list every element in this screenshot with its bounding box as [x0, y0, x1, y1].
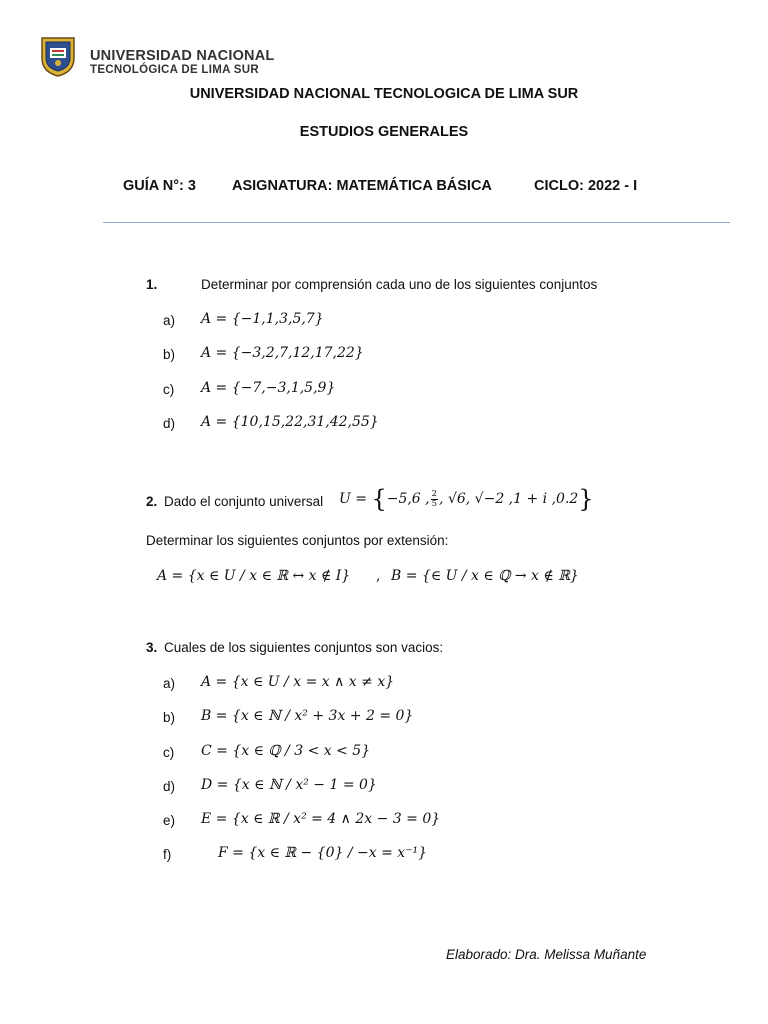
department-title: ESTUDIOS GENERALES: [299, 124, 469, 140]
university-name-line1: UNIVERSIDAD NACIONAL: [90, 48, 275, 64]
cycle-label: CICLO: 2022 - I: [534, 178, 638, 194]
author-signature: Elaborado: Dra. Melissa Muñante: [446, 947, 647, 962]
q1-item-label: c): [163, 382, 175, 397]
q3-item-label: d): [163, 779, 176, 794]
q3-item-expr: D = {x ∈ ℕ / x² − 1 = 0}: [201, 777, 377, 793]
page-title: UNIVERSIDAD NACIONAL TECNOLOGICA DE LIMA SUR: [189, 86, 579, 102]
q3-item-label: b): [163, 710, 176, 725]
q1-item-expr: A = {−7,−3,1,5,9}: [201, 380, 336, 396]
header-divider: [103, 222, 730, 223]
open-brace: {: [371, 485, 387, 513]
university-crest-icon: [38, 34, 78, 78]
fraction-denominator: 5: [431, 498, 438, 509]
universal-set-prefix: U =: [339, 491, 372, 507]
universal-set-part1: −5,6 ,: [386, 491, 430, 507]
q2-number: 2.: [146, 494, 158, 509]
set-a-expr: A = {x ∈ U / x ∈ ℝ ↔ x ∉ I}: [157, 568, 351, 584]
q1-item-expr: A = {−3,2,7,12,17,22}: [201, 345, 364, 361]
fraction-numerator: 2: [431, 488, 438, 499]
university-name-line2: TECNOLÓGICA DE LIMA SUR: [90, 64, 259, 76]
guide-number: GUÍA N°: 3: [123, 178, 196, 194]
q3-item-expr: B = {x ∈ ℕ / x² + 3x + 2 = 0}: [201, 708, 414, 724]
q3-item-label: a): [163, 676, 176, 691]
fraction: [431, 490, 438, 509]
q3-number: 3.: [146, 640, 158, 655]
q3-item-label: c): [163, 745, 175, 760]
universal-set-expr: [339, 485, 594, 513]
q3-item-expr: F = {x ∈ ℝ − {0} / −x = x⁻¹}: [218, 845, 428, 861]
q3-item-expr: C = {x ∈ ℚ / 3 < x < 5}: [201, 743, 371, 759]
q1-statement: Determinar por comprensión cada uno de los siguientes conjuntos: [201, 277, 598, 292]
q1-item-label: b): [163, 347, 176, 362]
q3-item-expr: A = {x ∈ U / x = x ∧ x ≠ x}: [201, 674, 395, 690]
q2-statement: Dado el conjunto universal: [164, 494, 324, 509]
q1-item-expr: A = {10,15,22,31,42,55}: [201, 414, 379, 430]
q3-item-label: e): [163, 813, 176, 828]
set-separator: ,: [376, 568, 381, 584]
q1-item-label: a): [163, 313, 176, 328]
q3-item-expr: E = {x ∈ ℝ / x² = 4 ∧ 2x − 3 = 0}: [201, 811, 441, 827]
q2-instruction: Determinar los siguientes conjuntos por extensión:: [146, 533, 449, 548]
universal-set-part2: , √6, √−2 ,1 + i ,0.2: [439, 491, 579, 507]
q1-item-label: d): [163, 416, 176, 431]
q1-item-expr: A = {−1,1,3,5,7}: [201, 311, 324, 327]
close-brace: }: [578, 485, 594, 513]
set-b-expr: B = {∈ U / x ∈ ℚ → x ∉ ℝ}: [391, 568, 579, 584]
q3-item-label: f): [163, 847, 172, 862]
subject-name: ASIGNATURA: MATEMÁTICA BÁSICA: [232, 178, 492, 194]
q1-number: 1.: [146, 277, 158, 292]
q3-statement: Cuales de los siguientes conjuntos son vacios:: [164, 640, 444, 655]
